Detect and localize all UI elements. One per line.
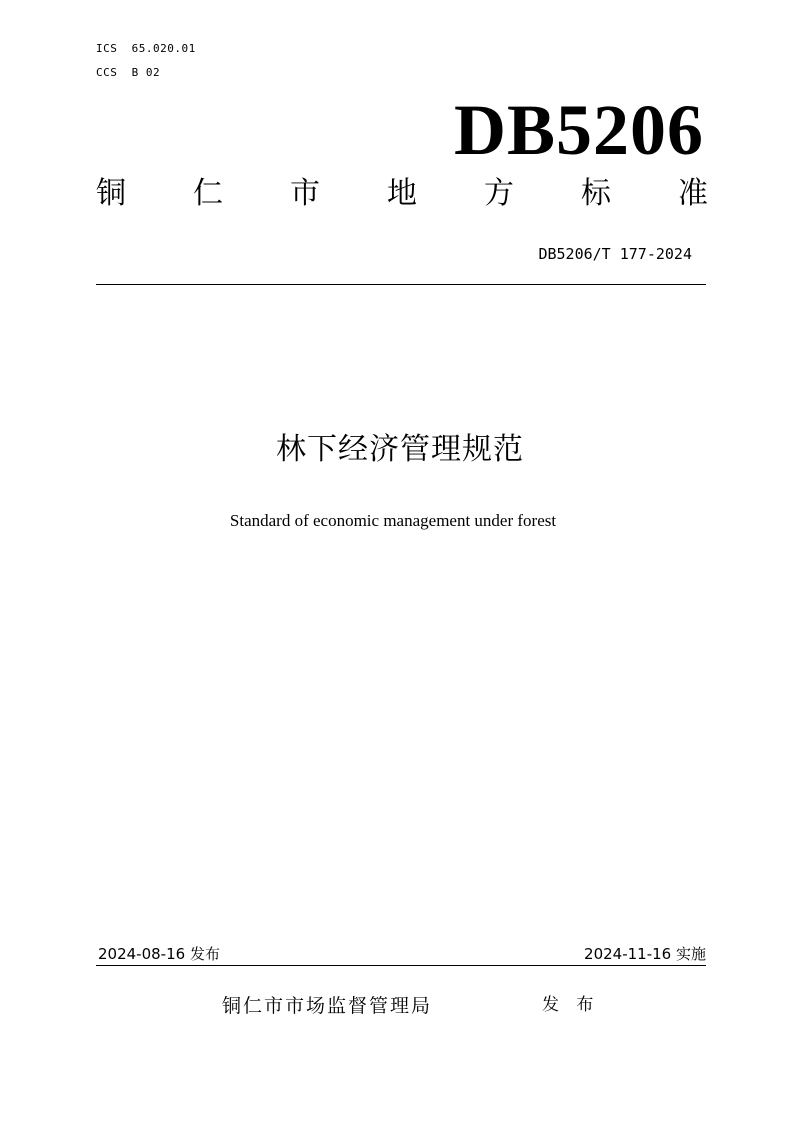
effective-date: 2024-11-16 实施 [584, 945, 706, 963]
publish-label: 发 布 [542, 995, 600, 1015]
standard-type-char: 方 [484, 176, 514, 211]
ccs-code: CCS B 02 [96, 66, 161, 79]
document-title-chinese: 林下经济管理规范 [276, 432, 524, 467]
standard-type-char: 仁 [193, 176, 223, 211]
standard-type-char: 标 [581, 176, 611, 211]
issue-date: 2024-08-16 发布 [98, 945, 220, 963]
bottom-divider [96, 965, 706, 966]
standard-type-char: 市 [290, 176, 320, 211]
standard-type-char: 地 [387, 176, 417, 211]
ics-code: ICS 65.020.01 [96, 42, 196, 55]
issuing-authority: 铜仁市市场监督管理局 [222, 995, 433, 1017]
top-divider [96, 284, 706, 285]
document-title-english: Standard of economic management under forest [229, 511, 557, 530]
standard-type-char: 准 [678, 176, 708, 211]
standard-type [96, 174, 708, 214]
standard-code: DB5206 [453, 90, 704, 170]
standard-number: DB5206/T 177-2024 [538, 245, 692, 263]
standard-type-char: 铜 [96, 176, 126, 211]
